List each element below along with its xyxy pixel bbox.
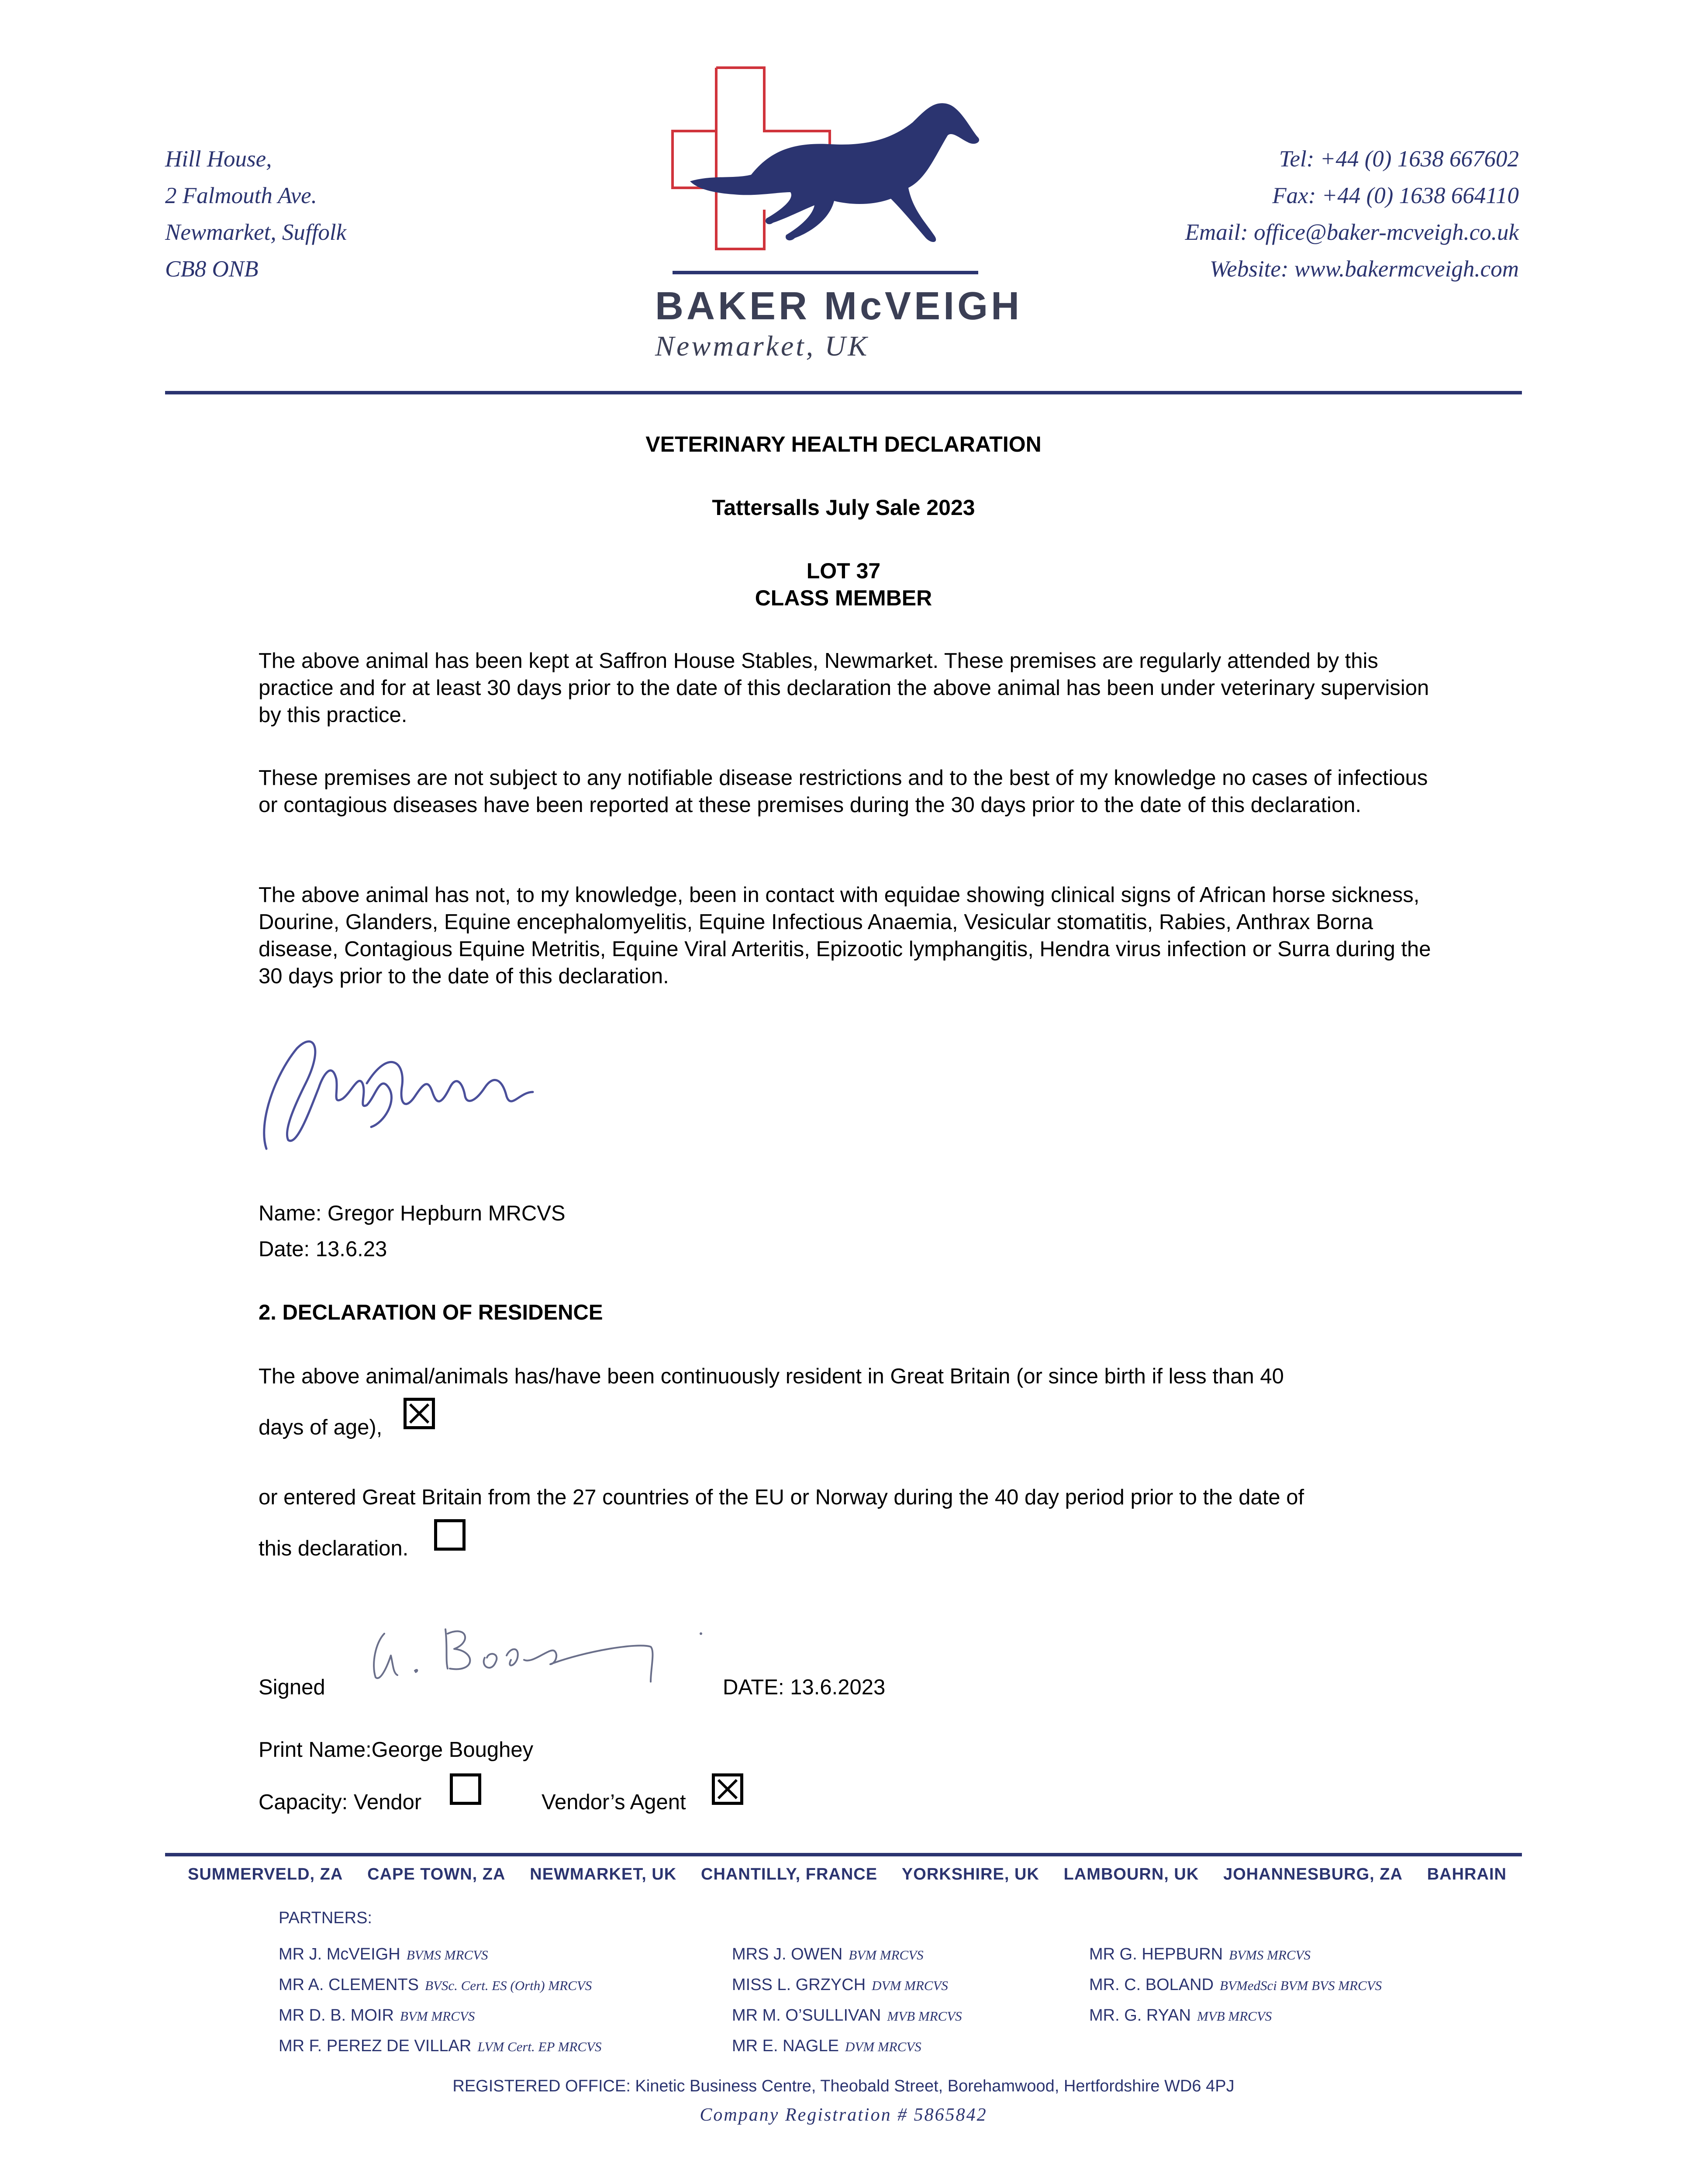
partner-entry: MR. G. RYAN MVB MRCVS — [1089, 2006, 1272, 2025]
capacity-vendor-checkbox[interactable] — [450, 1773, 481, 1805]
print-name: Print Name:George Boughey — [259, 1738, 534, 1762]
checkbox-x-icon — [407, 1401, 432, 1426]
capacity-agent-checkbox[interactable] — [712, 1773, 743, 1805]
entered-gb-checkbox[interactable] — [434, 1519, 466, 1551]
vet-name: Name: Gregor Hepburn MRCVS — [259, 1202, 566, 1225]
resident-gb-checkbox[interactable] — [404, 1398, 435, 1429]
contact-email: Email: office@baker-mcveigh.co.uk — [1185, 220, 1519, 245]
vet-signature — [258, 1022, 563, 1162]
location-item: YORKSHIRE, UK — [901, 1865, 1039, 1883]
residence-option2-text: this declaration. — [259, 1537, 409, 1560]
location-item: CAPE TOWN, ZA — [367, 1865, 506, 1883]
header-divider — [165, 391, 1522, 394]
residence-option1-text: The above animal/animals has/have been continuously resident in Great Britain (or since birth if less than 40 — [259, 1365, 1284, 1388]
sale-name: Tattersalls July Sale 2023 — [712, 495, 975, 520]
horse-name: CLASS MEMBER — [755, 586, 932, 610]
vendor-signature — [367, 1616, 716, 1690]
address-block — [165, 141, 346, 287]
checkbox-x-icon — [715, 1776, 740, 1802]
contact-website: Website: www.bakermcveigh.com — [1210, 256, 1519, 282]
partner-entry: MR M. O’SULLIVAN MVB MRCVS — [732, 2006, 962, 2025]
declaration-paragraph: These premises are not subject to any notifiable disease restrictions and to the best of my knowledge no cases of infectious or contagious diseases have been reported at these premises during the 30 days prior to the date of this declaration. — [259, 766, 1428, 817]
document-title: VETERINARY HEALTH DECLARATION — [645, 432, 1042, 456]
partner-entry: MR D. B. MOIR BVM MRCVS — [279, 2006, 475, 2025]
office-locations — [188, 1865, 1507, 1884]
declaration-paragraph: The above animal has been kept at Saffron House Stables, Newmarket. These premises are regularly attended by this practice and for at least 30 days prior to the date of this declaration the above animal has been under veterinary supervision by this practice. — [259, 649, 1429, 727]
lot-number: LOT 37 — [806, 559, 881, 583]
location-item: CHANTILLY, FRANCE — [701, 1865, 878, 1883]
contact-fax: Fax: +44 (0) 1638 664110 — [1272, 183, 1519, 208]
brand-location: Newmarket, UK — [655, 330, 869, 362]
signed-label: Signed — [259, 1676, 325, 1699]
location-item: SUMMERVELD, ZA — [188, 1865, 343, 1883]
brand-name: BAKER McVEIGH — [655, 284, 1023, 328]
partner-entry: MR E. NAGLE DVM MRCVS — [732, 2037, 921, 2055]
partner-entry: MRS J. OWEN BVM MRCVS — [732, 1945, 924, 1963]
company-registration: Company Registration # 5865842 — [700, 2105, 987, 2125]
partner-entry: MR G. HEPBURN BVMS MRCVS — [1089, 1945, 1311, 1963]
partner-entry: MR J. McVEIGH BVMS MRCVS — [279, 1945, 488, 1963]
location-item: JOHANNESBURG, ZA — [1223, 1865, 1403, 1883]
partner-entry: MR F. PEREZ DE VILLAR LVM Cert. EP MRCVS — [279, 2037, 602, 2055]
capacity-agent-label: Vendor’s Agent — [542, 1790, 686, 1814]
declaration-date: DATE: 13.6.2023 — [723, 1676, 886, 1699]
registered-office: REGISTERED OFFICE: Kinetic Business Centre, Theobald Street, Borehamwood, Hertfordshire WD6 4PJ — [452, 2077, 1235, 2095]
address-line: 2 Falmouth Ave. — [165, 183, 317, 208]
contact-block — [995, 141, 1519, 287]
location-item: BAHRAIN — [1427, 1865, 1507, 1883]
footer-divider — [165, 1853, 1522, 1856]
residence-option2-text: or entered Great Britain from the 27 countries of the EU or Norway during the 40 day period prior to the date of — [259, 1486, 1304, 1509]
declaration-paragraph: The above animal has not, to my knowledge, been in contact with equidae showing clinical signs of African horse sickness, Dourine, Glanders, Equine encephalomyelitis, Equine Infectious Anaemia, Vesicular stomatitis, Rabies, Anthrax Borna disease, Contagious Equine Metritis, Equine Viral Arteritis, Epizootic lymphangitis, Hendra virus infection or Surra during the 30 days prior to the date of this declaration. — [259, 883, 1431, 988]
location-item: LAMBOURN, UK — [1063, 1865, 1199, 1883]
capacity-vendor-label: Capacity: Vendor — [259, 1790, 422, 1814]
location-item: NEWMARKET, UK — [530, 1865, 677, 1883]
contact-phone: Tel: +44 (0) 1638 667602 — [1279, 146, 1519, 172]
horse-cross-logo-icon — [646, 66, 1004, 293]
partner-entry: MR A. CLEMENTS BVSc. Cert. ES (Orth) MRCVS — [279, 1976, 592, 1994]
vet-date: Date: 13.6.23 — [259, 1237, 387, 1261]
partner-entry: MISS L. GRZYCH DVM MRCVS — [732, 1976, 948, 1994]
partners-label: PARTNERS: — [279, 1909, 372, 1927]
residence-heading: 2. DECLARATION OF RESIDENCE — [259, 1301, 603, 1324]
residence-option1-text: days of age), — [259, 1416, 383, 1439]
address-line: Hill House, — [165, 146, 272, 172]
address-line: Newmarket, Suffolk — [165, 220, 347, 245]
partner-entry: MR. C. BOLAND BVMedSci BVM BVS MRCVS — [1089, 1976, 1382, 1994]
address-line: CB8 ONB — [165, 256, 259, 282]
partners-column-2 — [732, 1939, 962, 2062]
partners-column-1 — [279, 1939, 601, 2062]
partners-column-3 — [1089, 1939, 1382, 2031]
